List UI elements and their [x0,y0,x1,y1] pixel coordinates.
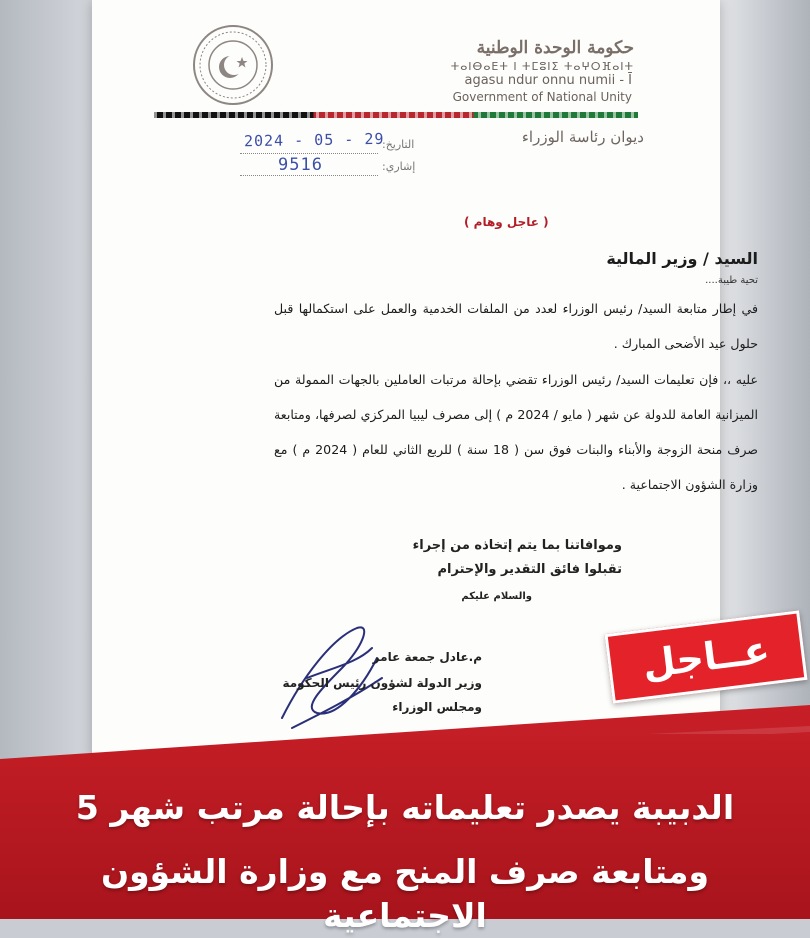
government-name-tifinagh: ⵜⴰⵏⴱⴰⴹⵜ ⵏ ⵜⵎⵓⵏⵉ ⵜⴰⵖⵔⴼⴰⵏⵜ [450,60,634,73]
government-name-english: Government of National Unity [452,90,632,104]
headline-line-1: الدبيبة يصدر تعليماته بإحالة مرتب شهر 5 [75,788,735,827]
paragraph-2: عليه ،، فإن تعليمات السيد/ رئيس الوزراء تقضي بإحالة مرتبات العاملين بالجهات الممولة من الميزانية العامة للدولة عن شهر ( مايو / 2024 م ) إلى مصرف ليبيا المركزي لصرفها، ومتابعة صرف منحة الزوجة والأبناء والبنات فوق سن ( 18 سنة ) للربع الثاني للعام ( 2024 م ) مع وزارة الشؤون الاجتماعية . [274,372,758,492]
government-seal-icon [192,24,274,106]
handwritten-reference: 9516 [278,155,323,175]
headline-line-2: ومتابعة صرف المنح مع وزارة الشؤون الاجتماعية [100,852,710,935]
handwritten-date: 2024 - 05 - 29 [243,129,385,151]
closing-line-1: وموافاتنا بما يتم إتخاذه من إجراء [412,538,622,553]
reference-dotted-line [240,175,378,176]
recipient: السيد / وزير المالية [606,249,758,268]
government-name-arabic: حكومة الوحدة الوطنية [476,38,634,58]
signer-title-1: وزير الدولة لشؤون رئيس الحكومة [282,676,482,690]
greeting: تحية طيبة.... [705,275,758,286]
closing-line-2: تقبلوا فائق التقدير والإحترام [437,562,622,577]
date-dotted-line [240,153,378,154]
date-label: التاريخ: [382,138,415,151]
paragraph-1: في إطار متابعة السيد/ رئيس الوزراء لعدد من الملفات الخدمية والعمل على استكمالها قبل حلول عيد الأضحى المبارك . [274,301,758,351]
closing-line-3: والسلام عليكم [461,591,532,602]
office-name: ديوان رئاسة الوزراء [521,128,644,146]
signer-name: م.عادل جمعة عامر [372,650,482,664]
government-name-amazigh: agasu ndur onnu numii - Ī [464,73,632,88]
signer-title-2: ومجلس الوزراء [392,700,482,714]
reference-label: إشاري: [382,160,416,173]
urgent-note: ( عاجل وهام ) [464,215,549,229]
background-left [0,0,92,760]
urgent-badge: عــاجل [604,610,807,703]
ribbon-chain-pattern [154,110,638,120]
